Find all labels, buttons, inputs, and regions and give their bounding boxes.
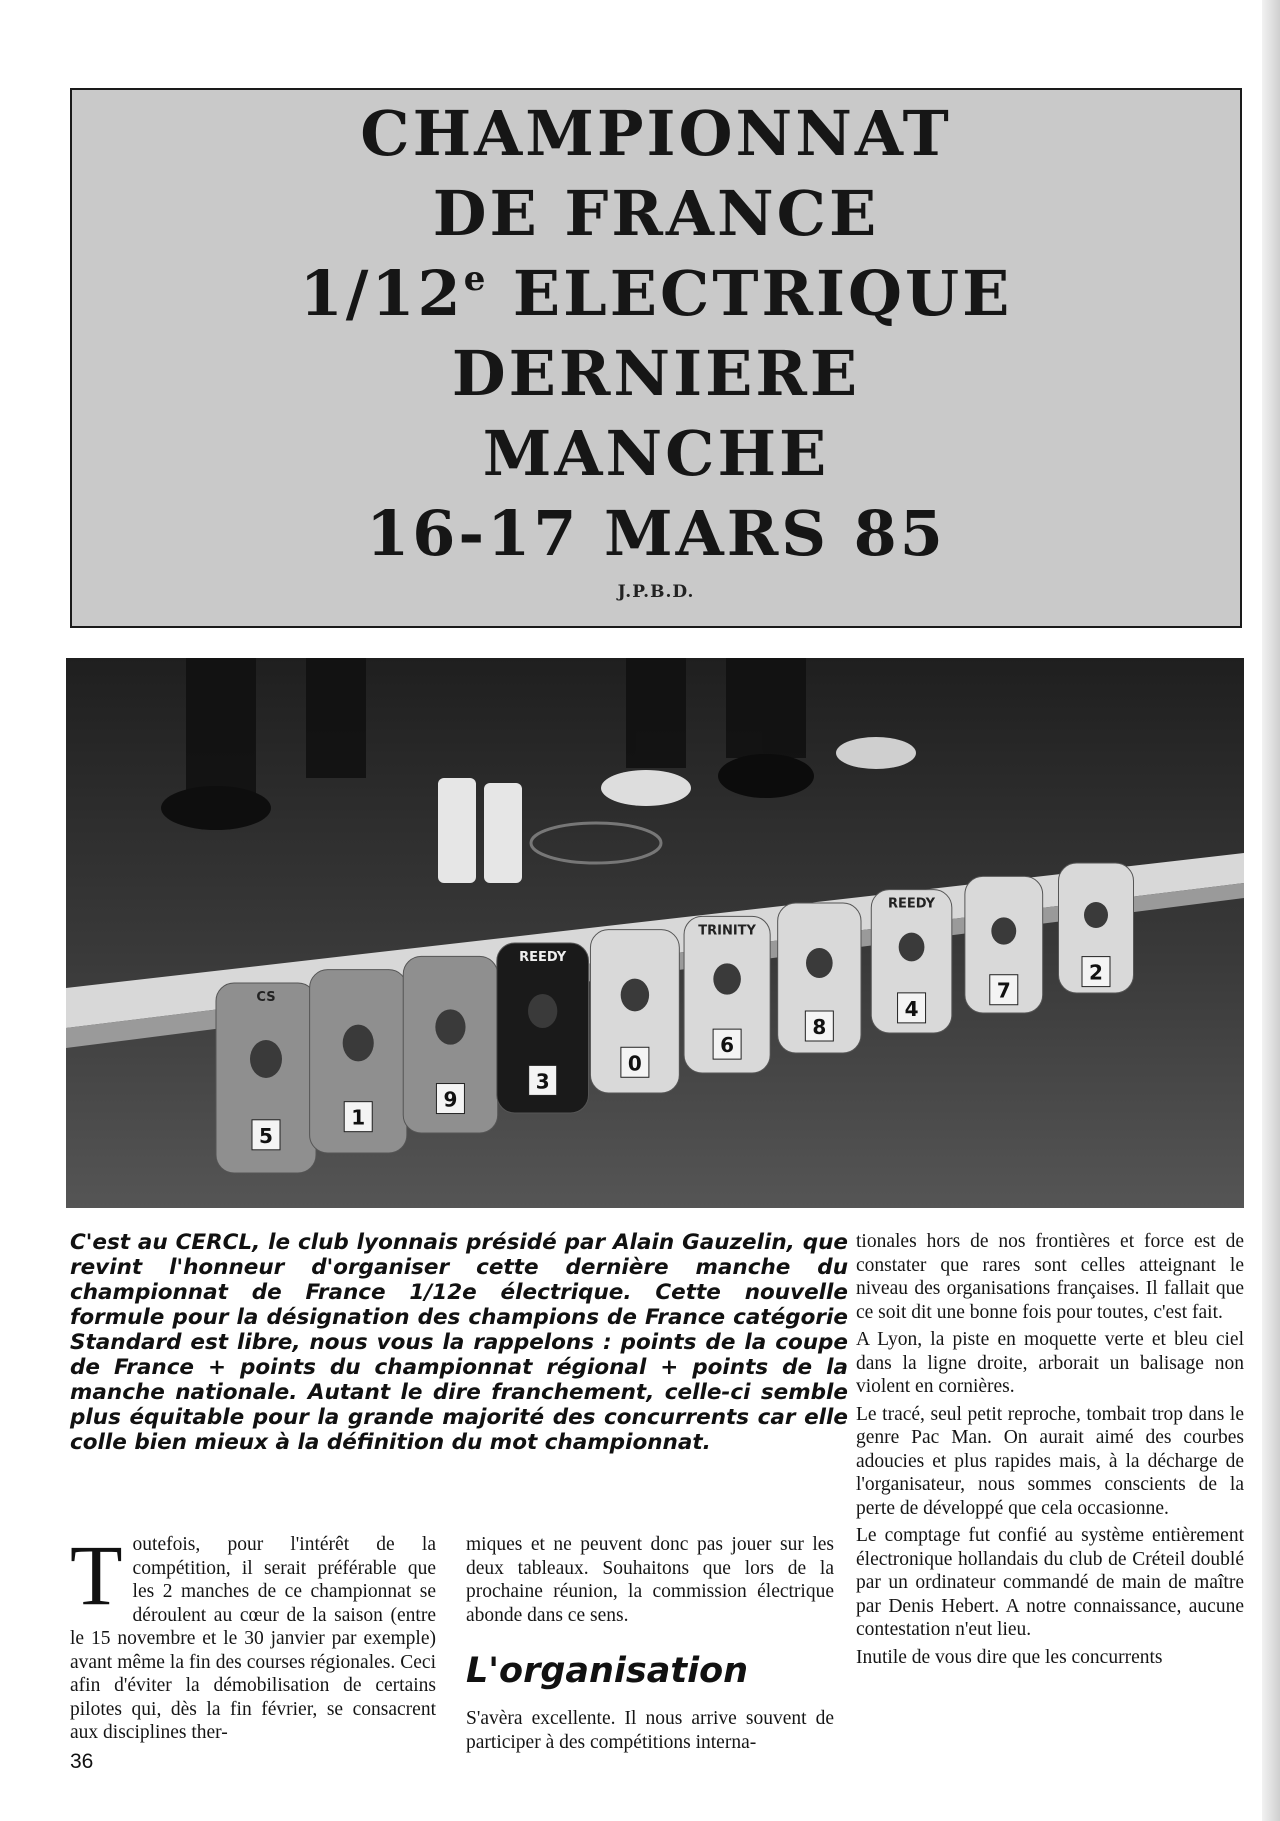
body-column-2 bbox=[466, 1533, 834, 1758]
car-number: 3 bbox=[535, 1069, 550, 1094]
model-car bbox=[684, 916, 770, 1073]
title-line-4: DERNIERE bbox=[451, 337, 861, 410]
body-paragraph-5: A Lyon, la piste en moquette verte et bleu ciel dans la ligne droite, arborait un balisage non violent en cornières. bbox=[856, 1329, 1244, 1397]
body-column-1 bbox=[70, 1527, 436, 1749]
race-cars-photo bbox=[66, 658, 1244, 1208]
body-paragraph-4: tionales hors de nos frontières et force est de constater que rares sont celles atteignant le niveau des organisations françaises. Il fallait que ce soit dit une bonne fois pour toutes, c'est fait. bbox=[856, 1231, 1244, 1323]
title-line-5: MANCHE bbox=[482, 417, 830, 490]
model-car bbox=[216, 983, 316, 1173]
car-sticker-label: TRINITY bbox=[698, 923, 756, 939]
model-car bbox=[590, 930, 679, 1093]
car-number: 6 bbox=[720, 1033, 735, 1058]
body-column-3 bbox=[856, 1230, 1244, 1673]
car-cockpit bbox=[1084, 902, 1108, 928]
car-cockpit bbox=[713, 963, 741, 994]
title-line-2: DE FRANCE bbox=[432, 177, 880, 250]
car-sticker-label: REEDY bbox=[888, 896, 936, 912]
lead-paragraph: C'est au CERCL, le club lyonnais présidé par Alain Gauzelin, que revint l'honneur d'organiser cette dernière manche du championnat de France 1/12e électrique. Cette nouvelle formule pour la désignation des champions de France catégorie Standard est libre, nous vous la rappelons : points de la coupe de France + points du championnat régional + points de la manche nationale. Autant le dire franchement, celle-ci semble plus équitable pour la grande majorité des concurrents car elle colle bien mieux à la définition du mot championnat. bbox=[70, 1230, 848, 1455]
car-cockpit bbox=[806, 948, 833, 978]
car-cockpit bbox=[899, 933, 925, 962]
body-paragraph-8: Inutile de vous dire que les concurrents bbox=[856, 1646, 1163, 1668]
model-car bbox=[1059, 863, 1134, 993]
car-number: 2 bbox=[1089, 960, 1103, 985]
drop-cap: T bbox=[70, 1527, 123, 1623]
car-number: 0 bbox=[627, 1051, 642, 1076]
car-sticker-label: REEDY bbox=[519, 950, 567, 965]
title-line-3: 1/12e ELECTRIQUE bbox=[299, 257, 1013, 330]
model-car bbox=[778, 903, 861, 1053]
car-sticker-label: CS bbox=[256, 990, 276, 1005]
car-number: 9 bbox=[443, 1087, 458, 1112]
photo-illustration bbox=[66, 658, 1244, 1208]
body-paragraph-6: Le tracé, seul petit reproche, tombait trop dans le genre Pac Man. On aurait aimé des courbes adoucies et plus rapides mais, à la décharge de l'organisateur, nous sommes conscients de la perte de développé que cela occasionne. bbox=[856, 1403, 1244, 1519]
model-car bbox=[497, 943, 589, 1113]
binding-edge bbox=[1262, 0, 1280, 1821]
body-paragraph-7: Le comptage fut confié au système entièrement électronique hollandais du club de Créteil doublé par un ordinateur commandé de main de maître par Denis Hebert. A notre connaissance, aucune contestation n'eut lieu. bbox=[856, 1525, 1244, 1640]
body-paragraph-2: miques et ne peuvent donc pas jouer sur les deux tableaux. Souhaitons que lors de la prochaine réunion, la commission électrique abonde dans ce sens. bbox=[466, 1534, 834, 1626]
title-box bbox=[70, 88, 1242, 628]
car-cockpit bbox=[343, 1025, 374, 1062]
section-heading-organisation: L'organisation bbox=[466, 1651, 749, 1691]
car-number: 8 bbox=[812, 1015, 827, 1039]
title-line-6: 16-17 MARS 85 bbox=[366, 497, 946, 570]
body-paragraph-3: S'avèra excellente. Il nous arrive souvent de participer à des compétitions interna- bbox=[466, 1708, 834, 1753]
body-paragraph-1-text: outefois, pour l'intérêt de la compétition, il serait préférable que les 2 manches de ce championnat se déroulent au cœur de la saison (entre le 15 novembre et le 30 janvier par exemple) avant même la fin des courses régionales. Ceci afin d'éviter la démobilisation de certains pilotes qui, dès la fin février, se consacrent aux disciplines ther- bbox=[70, 1534, 436, 1743]
car-number: 1 bbox=[351, 1105, 366, 1130]
car-cockpit bbox=[250, 1040, 282, 1078]
model-car bbox=[403, 956, 497, 1133]
car-cockpit bbox=[991, 917, 1016, 944]
car-cockpit bbox=[435, 1009, 465, 1044]
car-cockpit bbox=[528, 994, 557, 1028]
model-car bbox=[965, 876, 1043, 1013]
author-initials: J.P.B.D. bbox=[617, 582, 695, 602]
title-line-1: CHAMPIONNAT bbox=[360, 97, 952, 170]
car-number: 7 bbox=[996, 978, 1011, 1003]
car-cockpit bbox=[621, 979, 649, 1012]
body-paragraph-1 bbox=[70, 1527, 436, 1745]
car-number: 5 bbox=[259, 1123, 273, 1148]
model-car bbox=[310, 970, 407, 1153]
car-number: 4 bbox=[904, 996, 919, 1021]
page-number: 36 bbox=[70, 1750, 94, 1773]
